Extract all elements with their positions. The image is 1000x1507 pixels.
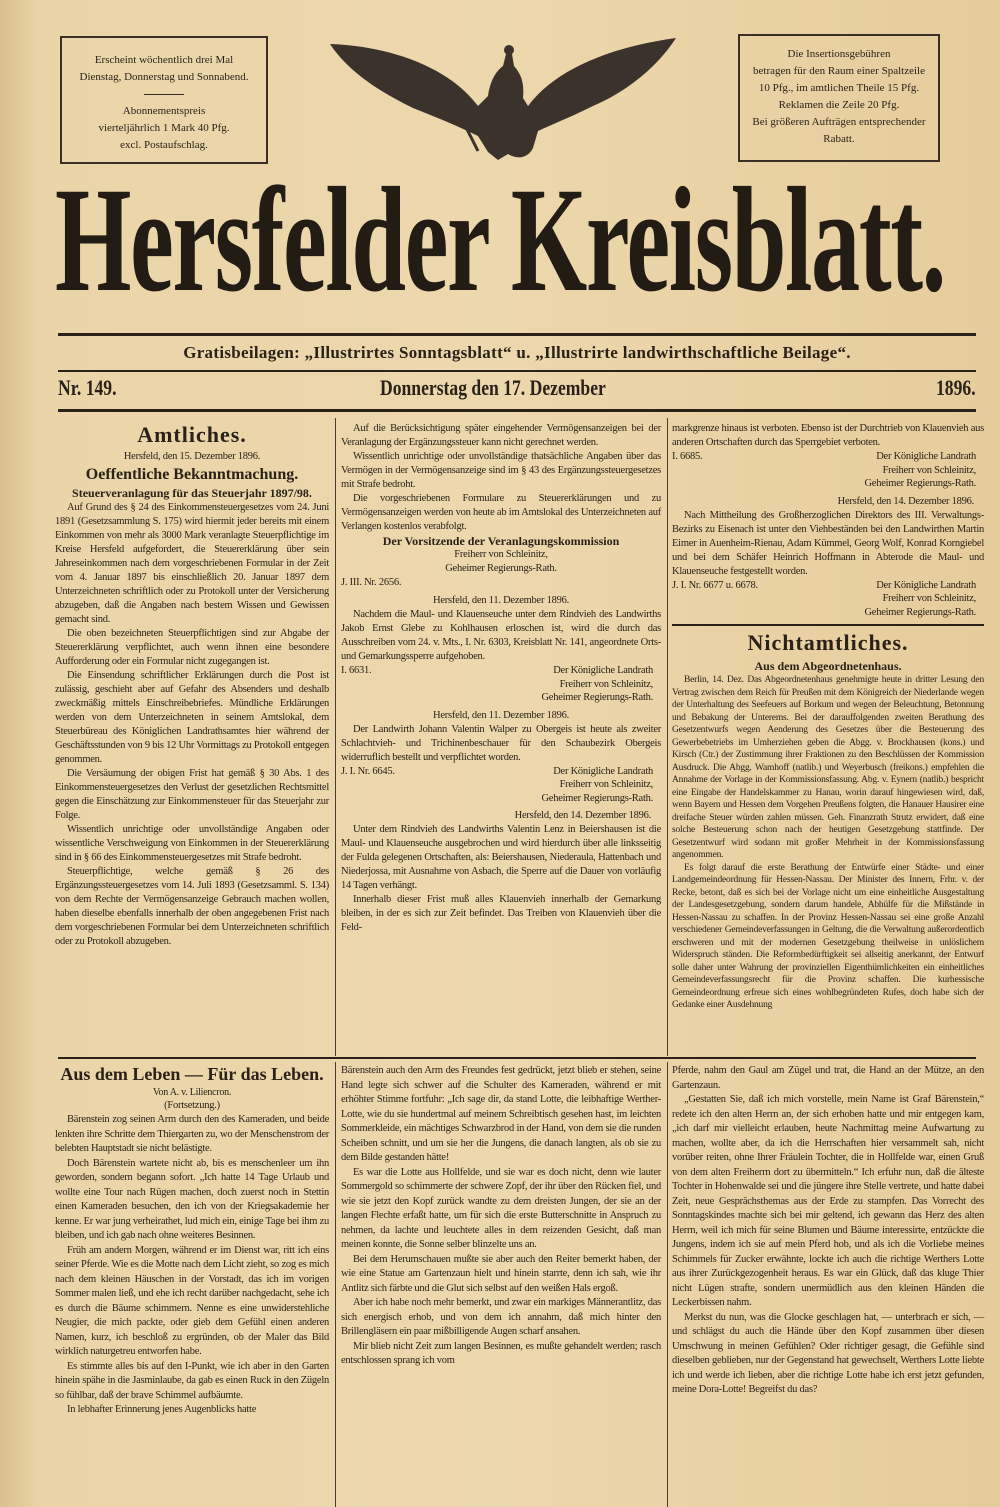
paragraph: markgrenze hinaus ist verboten. Ebenso ist der Durchtrieb von Klauenvieh aus anderen Ortschaften durch das Sperrgebiet verboten.: [672, 423, 984, 448]
feuilleton-title: Aus dem Leben — Für das Leben.: [60, 1064, 324, 1084]
schedule-line: Erscheint wöchentlich drei Mal: [94, 54, 234, 66]
issue-date: Donnerstag den 17. Dezember: [380, 375, 606, 400]
price-label: Abonnementspreis: [122, 105, 206, 117]
signature-rank: Geheimer Regierungs-Rath.: [864, 606, 976, 618]
advertising-rates-box: [738, 34, 940, 162]
issue-number: Nr. 149.: [58, 375, 117, 400]
notice-subtitle: Steuerveranlagung für das Steuerjahr 1897/98.: [72, 486, 312, 500]
paragraph: Mir blieb nicht Zeit zum langen Besinnen, es mußte gehandelt werden; rasch entschlossen sprang ich vom: [341, 1340, 661, 1366]
column-official-2: [341, 422, 661, 935]
paragraph: Bei dem Herumschauen mußte sie aber auch den Reiter bemerkt haben, der wie eine Statue am Gartenzaun hielt und hinein starrte, denn ich sah, wie ihr Antlitz sich färbte und die Glut sich selbst auf den weißen Hals ergoß.: [341, 1253, 661, 1294]
divider: [58, 1057, 976, 1059]
signature-rank: Geheimer Regierungs-Rath.: [541, 692, 653, 703]
feuilleton-author: Von A. v. Liliencron.: [152, 1087, 232, 1098]
paragraph: Die Versäumung der obigen Frist hat gemäß § 30 Abs. 1 des Einkommensteuergesetzes den Verlust der gesetzlichen Rechtsmittel gegen die Einschätzung zur Einkommensteuer für das Steuerjahr zur Folge.: [55, 768, 329, 821]
signature-landrath: Der Königliche Landrath: [553, 665, 653, 676]
signature-name: Freiherr von Schleinitz,: [559, 779, 653, 790]
reference-number: I. 6631.: [341, 665, 372, 676]
rates-line: 10 Pfg., im amtlichen Theile 15 Pfg.: [758, 82, 920, 94]
rates-line: Rabatt.: [823, 133, 855, 145]
rates-line: Bei größeren Aufträgen entsprechender: [752, 116, 926, 128]
reference-number: I. 6685.: [672, 451, 703, 462]
paragraph: Doch Bärenstein wartete nicht ab, bis es menschenleer um ihn geworden, sondern begann sofort. „Ich hatte 14 Tage Urlaub und wollte eine Tour nach Rügen machen, doch zuerst noch in Stettin einen Kameraden besuchen, den ich von der Kriegsakademie her kenne. Er war jung verheirathet, lud mich ein, einige Tage bei ihm zu bleiben, und ich gab nach ohne weiteres Besinnen.: [55, 1157, 329, 1241]
paragraph: Die vorgeschriebenen Formulare zu Steuererklärungen und zu Vermögensanzeigen werden von heute ab im Amtslokal des Unterzeichneten auf Verlangen kostenlos verabfolgt.: [341, 493, 661, 532]
article-heading: Aus dem Abgeordnetenhaus.: [754, 659, 902, 673]
paragraph: Bärenstein zog seinen Arm durch den des Kameraden, und beide lenkten ihre Schritte dem Thiergarten zu, wo der Menschenstrom der belebten Hauptstadt sie nicht belästigte.: [55, 1114, 329, 1154]
signature-rank: Geheimer Regierungs-Rath.: [541, 792, 653, 804]
dateline: Hersfeld, den 15. Dezember 1896.: [123, 451, 261, 462]
paragraph: Berlin, 14. Dez. Das Abgeordnetenhaus genehmigte heute in dritter Lesung den Vertrag zwischen dem Reich für Preußen mit dem Königreich der Niederlande wegen der Unterhaltung des Seefeuers auf Borkum und wegen der Beleuchtung, Betonnung und Bebakung der Unterems. Bei der darauffolgenden zweiten Berathung des Gesetzentwurfs wegen Aenderung des Gesetzes über die Besteuerung des Gewerbebetriebs im Umherziehen geben die Abgg. v. Brockhausen (kons.) und Kirsch (Ctr.) der Zustimmung ihrer Fraktionen zu den Beschlüssen der Kommission Ausdruck. Die Abgg. Wamhoff (natlib.) und Weyerbusch (freikons.) empfehlen die Annahme der Vorlage in der Kommissionsfassung. Abg. v. Eynern (natlib.) bespricht eine Eingabe der Handelskammer zu Hanau, worin darauf hingewiesen wird, daß, wenn Bayern und Hessen dem Vorgehen Preußens folgten, die Hanauer Hausirer eine dreifache Steuer würden zahlen müssen. Geh. Finanzrath Strutz erwidert, daß eine solche Besteuerung schon nach der heutigen Gesetzgebung stattfinde. Der Gesetzentwurf wird sodann mit großer Mehrheit in der Kommissionsfassung angenommen.: [672, 675, 984, 860]
feuilleton-column-3: [672, 1064, 984, 1398]
section-heading-official: Amtliches.: [137, 422, 247, 447]
paragraph: Auf Grund des § 24 des Einkommensteuergesetzes vom 24. Juni 1891 (Gesetzsammlung S. 175) wird hiermit jeder bereits mit einem Einkommen von mehr als 3000 Mark veranlagte Steuerpflichtige im Kreise Hersfeld aufgefordert, die Steuererklärung über sein Jahreseinkommen nach dem vorgeschriebenen Formular in der Zeit vom 4. Januar 1897 bis einschließlich 20. Januar 1897 dem Unterzeichneten schriftlich oder zu Protokoll unter der Versicherung abzugeben, daß die Angaben nach bestem Wissen und Gewissen gemacht sind.: [55, 502, 329, 625]
paragraph: Aber ich habe noch mehr bemerkt, und zwar ein markiges Männerantlitz, das sich energisch erhob, und von dem ich annahm, daß mich hinter den Brillengläsern ein paar mißbilligende Augen scharf ansahen.: [341, 1297, 661, 1337]
paragraph: Innerhalb dieser Frist muß alles Klauenvieh innerhalb der Gemarkung bleiben, in der es sich zur Zeit befindet. Das Treiben von Klauenvieh über die Feld-: [341, 894, 661, 933]
signature-landrath: Der Königliche Landrath: [553, 765, 653, 777]
signature-name: Freiherr von Schleinitz,: [882, 593, 976, 604]
paragraph: In lebhafter Erinnerung jenes Augenblicks hatte: [67, 1404, 257, 1415]
paragraph: Früh am andern Morgen, während er im Dienst war, ritt ich eins seiner Pferde. Wie es die Motte nach dem Licht zieht, so zog es mich nach dem kleinen Häuschen in der Vorstadt, das ich im vorigen Sommer malen ließ, und ehe ich recht darüber nachgedacht, sehe ich es durch die Bäume schimmern. Nenne es eine unwiderstehliche Neugier, die mich packte, oder gieb dem Gefühl einen anderen Namen, kurz, ich beschloß zu ergründen, ob der Maler das Bild wirklich naturgetreu entworfen habe.: [55, 1244, 329, 1357]
signatory-rank: Geheimer Regierungs-Rath.: [445, 563, 557, 574]
section-heading-unofficial: Nichtamtliches.: [747, 630, 909, 655]
signature-landrath: Der Königliche Landrath: [876, 451, 976, 462]
paragraph: Der Landwirth Johann Valentin Walper zu Obergeis ist heute als zweiter Schlachtvieh- und Trichinenbeschauer für den Schaubezirk Obergeis widerruflich bestellt und verpflichtet worden.: [341, 723, 661, 763]
feuilleton-column-2: [341, 1064, 661, 1369]
reference-number: J. I. Nr. 6645.: [341, 765, 395, 777]
price-value: vierteljährlich 1 Mark 40 Pfg.: [98, 122, 230, 134]
column-rule: [667, 418, 668, 1056]
dateline: Hersfeld, den 11. Dezember 1896.: [433, 709, 569, 721]
column-rule: [335, 418, 336, 1056]
paragraph: Merkst du nun, was die Glocke geschlagen hat, — unterbrach er sich, — und schlägst du auch die Hände über den Kopf zusammen über diesen Umschwung in meinen Gefühlen? Oder richtiger gesagt, die Gefühle sind dieselben geblieben, nur der Gegenstand hat gewechselt, Werthers Lotte liebte ich und werde ich lieben, aber die richtige Lotte habe ich erst jetzt gefunden, meine Dora-Lotte! Begreifst du das?: [672, 1311, 984, 1395]
paragraph: Nach Mittheilung des Großherzoglichen Direktors des III. Verwaltungs-Bezirks zu Eisenach ist unter den Viehbeständen bei den Landwirthen Martin Eimer in Auenheim-Rienau, Adam Kümmel, Georg Wolf, Konrad Korngiebel und bei dem Schäfer Heinrich Hoffmann in Abterode die Maul- und Klauenseuche festgestellt worden.: [672, 509, 984, 577]
signature-rank: Geheimer Regierungs-Rath.: [864, 478, 976, 489]
paragraph: Steuerpflichtige, welche gemäß § 26 des Ergänzungssteuergesetzes vom 14. Juli 1893 (Gesetzsamml. S. 134) von dem Rechte der Vermögensanzeige Gebrauch machen wollen, haben dieselbe ebenfalls innerhalb der oben angegebenen Frist nach dem vorgeschriebenen Formular bei dem Unterzeichneten schriftlich oder zu Protokoll abzugeben.: [55, 866, 329, 947]
paragraph: „Gestatten Sie, daß ich mich vorstelle, mein Name ist Graf Bärenstein,“ redete ich den alten Herrn an, der sich erhoben hatte und mir entgegen kam, „ich darf mir vielleicht erlauben, heute Nachmittag meine Aufwartung zu machen, wollte aber, da ich die Herrschaften hier versammelt sah, nicht vorüber reiten, ohne Ihrer Fräulein Tochter, die in Hollfelde war, einen Gruß von dem alten Freiherrn dort zu übermitteln.“ Ich erfuhr nun, daß die älteste Tochter in Hohenwalde sei und die jüngere ihre Stelle vertrete, und hatte dabei Zeit, neue Gesprächsthemas aus der Erde zu stampfen. Das Vorrecht des Sonntagskindes machte sich bei mir geltend, ich gewann das Herz des alten Herrn, weil ich mich für seine Blumen und Bäume interessirte, entzückte die Jungens, indem ich sie auf mein Pferd hob, und als ich die Vorliebe meines Schimmels für Zucker erwähnte, lockte ich auch die richtige Werthers Lotte aus ihrer Zurückgezogenheit heraus. Es war ein Glück, daß das kluge Thier nicht Lügen strafte, sondern unermüdlich aus den kleinen Händen die Leckerbissen nahm.: [672, 1094, 984, 1308]
divider: [58, 370, 976, 372]
paragraph: Die Einsendung schriftlicher Erklärungen durch die Post ist zulässig, geschieht aber auf Gefahr des Absenders und deshalb zweckmäßig mittels Einschreibebriefes. Mündliche Erklärungen werden von dem Unterzeichneten in seinem Amtslokal, dem Steuerbüreau des Königlichen Landrathsamtes hier während der Geschäftsstunden von 9 bis 12 Uhr Vormittags zu Protokoll entgegen genommen.: [55, 670, 329, 765]
supplements-line: Gratisbeilagen: „Illustrirtes Sonntagsblatt“ u. „Illustrirte landwirthschaftliche Beilage“.: [183, 343, 851, 362]
rates-line: Die Insertionsgebühren: [787, 48, 891, 60]
paragraph: Wissentlich unrichtige oder unvollständige Angaben oder wissentliche Verschweigung von Einkommen in der Steuererklärung sind in § 66 des Einkommensteuergesetzes mit Strafe bedroht.: [55, 824, 329, 863]
eagle-emblem-icon: [328, 36, 678, 162]
divider: [672, 624, 984, 626]
column-rule: [335, 1062, 336, 1507]
rates-line: betragen für den Raum einer Spaltzeile: [753, 65, 925, 77]
column-rule: [667, 1062, 668, 1507]
paragraph: Unter dem Rindvieh des Landwirths Valentin Lenz in Beiershausen ist die Maul- und Klauenseuche ausgebrochen und wird hierdurch über alle linksseitig der Fulda gelegenen Ortschaften, als: Beiershausen, Niederaula, Hattenbach und Niederjossa, mit Ausnahme von Asbach, die Sperre auf die Dauer von vorläufig 14 Tagen verhängt.: [341, 824, 661, 891]
signatory-title: Der Vorsitzende der Veranlagungskommission: [382, 534, 620, 548]
signature-name: Freiherr von Schleinitz,: [559, 678, 653, 690]
schedule-days: Dienstag, Donnerstag und Sonnabend.: [79, 71, 249, 83]
issue-year: 1896.: [936, 375, 976, 400]
newspaper-title: Hersfelder Kreisblatt.: [55, 157, 946, 323]
dateline: Hersfeld, den 14. Dezember 1896.: [837, 495, 974, 507]
paragraph: Pferde, nahm den Gaul am Zügel und trat, die Hand an der Mütze, an den Gartenzaun.: [672, 1065, 984, 1091]
rates-line: Reklamen die Zeile 20 Pfg.: [778, 99, 900, 111]
divider: [58, 333, 976, 336]
divider: [58, 409, 976, 412]
paragraph: Nachdem die Maul- und Klauenseuche unter dem Rindvieh des Landwirths Jakob Ernst Glebe zu Kohlhausen erloschen ist, wird die durch das Ausschreiben vom 24. v. Mts., I. Nr. 6303, Kreisblatt Nr. 141, angeordnete Orts- und Gemarkungssperre aufgehoben.: [341, 609, 661, 662]
price-note: excl. Postaufschlag.: [120, 139, 208, 151]
reference-number: J. III. Nr. 2656.: [341, 577, 402, 588]
dateline: Hersfeld, den 14. Dezember 1896.: [514, 810, 651, 821]
feuilleton-continuation: (Fortsetzung.): [164, 1100, 220, 1111]
signatory-name: Freiherr von Schleinitz,: [454, 549, 548, 560]
paragraph: Bärenstein auch den Arm des Freundes fest gedrückt, jetzt blieb er stehen, seine Hand legte sich schwer auf die Schulter des Kameraden, während er mit erhöhter Stimme fortfuhr: „Ich sage dir, da stand Lotte, die leibhaftige Werther-Lotte, wie du sie hundertmal auf meinem Schreibtisch gesehen hast, im leichten Sommerkleide, ein mächtiges Schwarzbrod in der Hand, von dem sie die runden Scheiben schnitt, und um sie her die Jungens, die danach langten, als ob sie zu dem Bilde gestanden hätte!: [341, 1065, 661, 1163]
subscription-box: [60, 36, 268, 164]
paragraph: Es war die Lotte aus Hollfelde, und sie war es doch nicht, denn wie lauter Sommergold so schimmerte der schwere Zopf, der ihr über den Rücken fiel, und wie sie jetzt den Kopf zurück wandte zu dem dreisten Jungen, der sie an der langen Flechte erfaßt hatte, um für sich die erste Butterschnitte in Anspruch zu nehmen, da lachte und leuchtete alles in dem reizenden Gesicht, daß man meinen konnte, die Sonne selber blinzelte uns an.: [341, 1166, 661, 1250]
notice-title: Oeffentliche Bekanntmachung.: [85, 466, 299, 483]
feuilleton-column-1: [55, 1063, 329, 1418]
reference-number: J. I. Nr. 6677 u. 6678.: [672, 579, 758, 591]
paragraph: Auf die Berücksichtigung später eingehender Vermögensanzeigen bei der Veranlagung der Ergänzungssteuer kann nicht gerechnet werden.: [341, 423, 661, 448]
paragraph: Es stimmte alles bis auf den I-Punkt, wie ich aber in den Garten hinein spähe in die Jasminlaube, da gab es einen Ruck in den Zügeln so fühlbar, daß der brave Schimmel aufbäumte.: [55, 1360, 329, 1401]
signature-landrath: Der Königliche Landrath: [876, 579, 976, 591]
column-official-3: [672, 422, 984, 1012]
paragraph: Wissentlich unrichtige oder unvollständige thatsächliche Angaben über das Vermögen in der Vermögensanzeige sind im § 43 des Ergänzungssteuergesetzes mit Strafe bedroht.: [341, 451, 661, 490]
column-official-1: [55, 420, 329, 949]
paragraph: Es folgt darauf die erste Berathung der Entwürfe einer Städte- und einer Landgemeindeordnung für Hessen-Nassau. Der Minister des Innern, Frhr. v. der Recke, betont, daß es sich bei der Vorlage nicht um eine einheitliche Ausgestaltung der Landesgesetzgebung, sondern darum handele, Abhülfe für die Mißstände in Hessen-Nassau zu schaffen. In der Provinz Hessen-Nassau sei eine große Anzahl verschiedener Gemeindeverfassungen in Geltung, die die Verwaltung außerordentlich erschweren und mit der modernen Gesetzgebung theilweise in unlöslichem Widerspruch ständen. Die Reformbedürftigkeit sei allseitig anerkannt, der Entwurf solle daher unter Wahrung der provinziellen Eigenthümlichkeiten ein einheitliches Gemeindeverfassungsrecht für die Provinz schaffen. Die kurhessische Gemeindeordnung erfreue sich eines wohlbegründeten Rufes, doch habe sich der Gedanke einer Ausdehnung: [672, 862, 984, 1010]
signature-name: Freiherr von Schleinitz,: [882, 464, 976, 476]
paragraph: Die oben bezeichneten Steuerpflichtigen sind zur Abgabe der Steuererklärung verpflichtet, auch wenn ihnen eine besondere Aufforderung oder ein Formular nicht zugegangen ist.: [55, 628, 329, 667]
dateline: Hersfeld, den 11. Dezember 1896.: [433, 595, 569, 606]
